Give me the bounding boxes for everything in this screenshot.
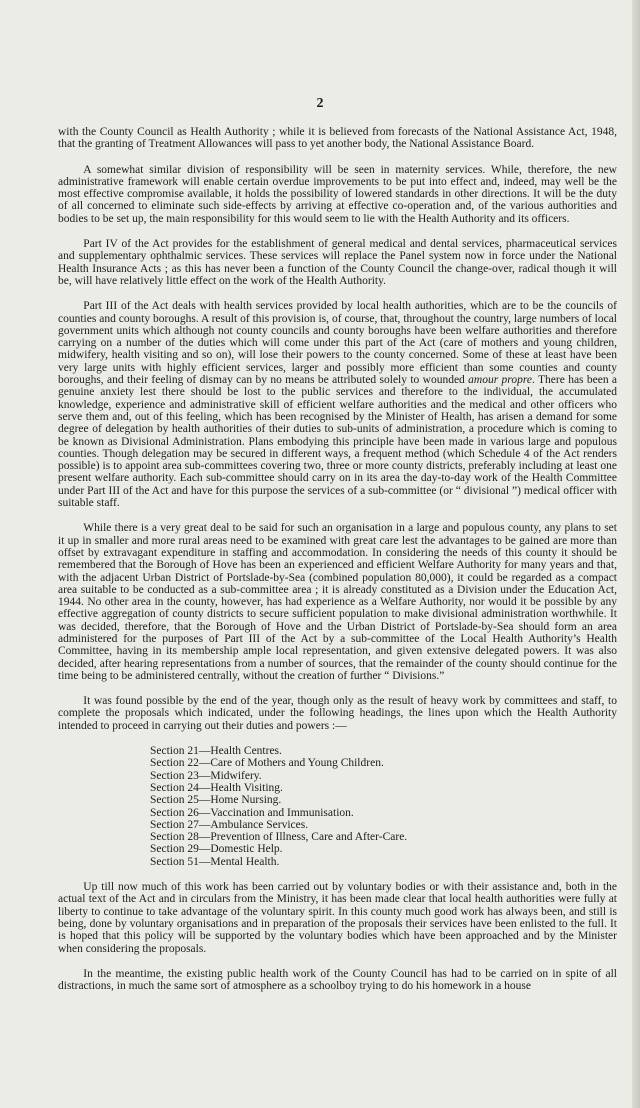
list-item: Section 51—Mental Health. <box>150 855 280 868</box>
sections-list <box>150 745 617 868</box>
list-item: Section 28—Prevention of Illness, Care and After-Care. <box>150 831 408 844</box>
paragraph-proposals-intro: It was found possible by the end of the year, though only as the result of heavy work by committees and staff, to complete the proposals which indicated, under the following headings, the lines upon which the Health Authority intended to proceed in carrying out their duties and powers :— <box>58 695 617 732</box>
list-item: Section 26—Vaccination and Immunisation. <box>150 806 354 819</box>
list-item: Section 23—Midwifery. <box>150 769 262 782</box>
page-number: 2 <box>316 96 324 111</box>
list-item: Section 22—Care of Mothers and Young Children. <box>150 757 384 770</box>
list-item: Section 27—Ambulance Services. <box>150 818 309 831</box>
paragraph-continuation: with the County Council as Health Authority ; while it is believed from forecasts of the National Assistance Act, 1948, that the granting of Treatment Allowances will pass to yet another body, the National Assistance Board. <box>58 126 617 151</box>
paragraph-voluntary-bodies: Up till now much of this work has been carried out by voluntary bodies or with their assistance and, both in the actual text of the Act and in circulars from the Ministry, it has been made clear that local health authorities were fully at liberty to continue to take advantage of the voluntary spirit. In this county much good work has always been, and still is being, done by voluntary organisations and in preparation of the proposals their services have been enlisted to the full. It is hoped that this policy will be supported by the voluntary bodies which have been approached and by the Minister when considering the proposals. <box>58 881 617 955</box>
list-item: Section 25—Home Nursing. <box>150 794 282 807</box>
italic-phrase: amour propre <box>468 374 533 387</box>
paragraph-part-iii <box>58 300 617 509</box>
paragraph-part-iv: Part IV of the Act provides for the establishment of general medical and dental services, pharmaceutical services and supplementary ophthalmic services. These services will replace the Panel system now in force under the National Health Insurance Acts ; as this has never been a function of the County Council the change-over, radical though it will be, will have relatively little effect on the work of the Health Authority. <box>58 238 617 287</box>
paragraph-part-iii-text-b: . There has been a genuine anxiety lest there should be lost to the public services and therefore to the individual, the accumulated knowledge, experience and administrative skill of efficient welfare authorities and the medical and other officers who serve them and, out of this feeling, which has been recognised by the Minister of Health, has arisen a demand for some degree of delegation by health authorities of their duties to sub-units of administration, a procedure which is coming to be known as Divisional Administration. Plans embodying this principle have been made in various large and populous counties. Though delegation may be secured in different ways, a frequent method (which Schedule 4 of the Act renders possible) is to appoint area sub-committees covering two, three or more county districts, preferably including at least one present welfare authority. Each sub-committee should carry on in its area the day-to-day work of the Health Committee under Part III of the Act and have for this purpose the services of a sub-committee (or “ divisional ”) medical officer with suitable staff. <box>58 374 618 510</box>
paragraph-meantime: In the meantime, the existing public health work of the County Council has had to be carried on in spite of all distractions, in much the same sort of atmosphere as a schoolboy trying to do his homework in a house <box>58 967 617 993</box>
list-item: Section 24—Health Visiting. <box>150 781 283 794</box>
list-item: Section 21—Health Centres. <box>150 745 282 758</box>
list-item: Section 29—Domestic Help. <box>150 843 283 856</box>
page-edge-shadow <box>632 0 640 1108</box>
paragraph-maternity-services: A somewhat similar division of responsibility will be seen in maternity services. While, therefore, the new administrative framework will enable certain overdue improvements to be put into effect and, indeed, may well be the most effective compromise available, it holds the possibility of lowered standards in other directions. It will be the duty of all concerned to eliminate such side-effects by arriving at effective co-operation and, of the various authorities and bodies to be set up, the main responsibility for this would seem to lie with the Health Authority and its officers. <box>58 163 617 225</box>
paragraph-divisional-plans: While there is a very great deal to be said for such an organisation in a large and populous county, any plans to set it up in smaller and more rural areas need to be examined with great care lest the advantages to be gained are more than offset by extravagant expenditure in staffing and accommodation. In considering the needs of this county it should be remembered that the Borough of Hove has been an experienced and efficient Welfare Authority for many years and that, with the adjacent Urban District of Portslade-by-Sea (combined population 80,000), it could be regarded as a compact area suitable to be conducted as a sub-committee area ; it is already constituted as a Division under the Education Act, 1944. No other area in the county, however, has had experience as a Welfare Authority, nor would it be possible by any effective aggregation of county districts to secure sufficient population to make divisional administration worthwhile. It was decided, therefore, that the Borough of Hove and the Urban District of Portslade-by-Sea should form an area administered for the purposes of Part III of the Act by a sub-committee of the Local Health Authority’s Health Committee, having in its membership ample local representation, and given extensive delegated powers. It was also decided, after hearing representations from a number of sources, that the remainder of the county should continue for the time being to be administered centrally, without the creation of further “ Divisions.” <box>58 522 617 682</box>
document-body <box>58 126 617 1005</box>
paragraph-part-iii-text-a: Part III of the Act deals with health services provided by local health authorities, which are to be the councils of counties and county boroughs. A result of this provision is, of course, that, throughout the country, large numbers of local government units which although not county councils and county boroughs have been welfare authorities and therefore carrying on a number of the duties which will come under this part of the Act (care of mothers and young children, midwifery, health visiting and so on), will lose their powers to the county concerned. Some of these at least have been very large units with highly efficient services, larger and possibly more efficient than some counties and county boroughs, and their feeling of dismay can by no means be attributed solely to wounded <box>58 300 617 387</box>
